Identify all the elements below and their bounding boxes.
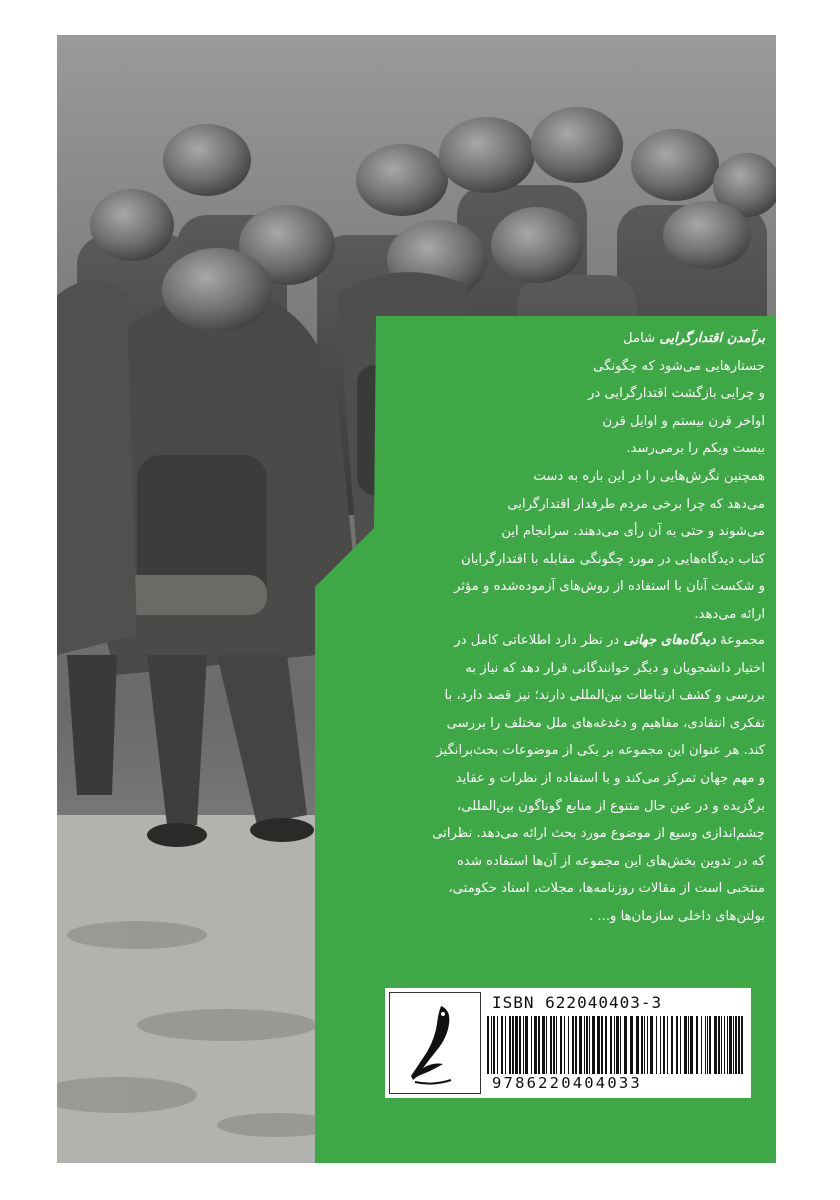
barcode-bar [690,1016,693,1074]
barcode-bar [714,1016,717,1074]
barcode-bar [515,1016,518,1074]
barcode-bar [724,1016,725,1074]
barcode-bar [542,1016,545,1074]
isbn-number: ISBN 622040403-3 [492,993,663,1012]
barcode-bar [493,1016,495,1074]
barcode-bar [709,1016,711,1074]
barcode-bar [684,1016,687,1074]
raven-logo-icon [393,998,473,1088]
barcode-bar [560,1016,562,1074]
text-line: که در تدوین بخش‌های این مجموعه از آن‌ها استفاده شده [456,853,765,869]
back-cover [57,35,776,1163]
text-line: اواخر قرن بیستم و اوایل قرن [602,413,765,429]
text-line: می‌دهد که چرا برخی مردم طرفدار اقتدارگرایی [507,496,765,512]
barcode-bar [729,1016,732,1074]
barcode-bar [660,1016,661,1074]
barcode-bar [534,1016,537,1074]
barcode-bar [568,1016,569,1074]
text-line: همچنین نگرش‌هایی را در این باره به دست [533,468,765,484]
text-line: کتاب دیدگاه‌هایی در مورد چگونگی مقابله با اقتدارگرایان [461,551,765,567]
barcode-bar [592,1016,595,1074]
barcode-bar [610,1016,612,1074]
barcode-bar [601,1016,603,1074]
text-line: می‌شوند و حتی به آن رأی می‌دهند. سرانجام این [501,524,765,540]
barcode-bar [605,1016,607,1074]
barcode-digits: 9786220404033 [492,1074,642,1092]
barcode-bar [579,1016,582,1074]
text-line: جستارهایی می‌شود که چگونگی [593,358,765,374]
text-line: بررسی و کشف ارتباطات بین‌المللی دارند؛ نیز قصد دارد، با [444,688,765,704]
barcode-bar [735,1016,737,1074]
barcode-bar [531,1016,532,1074]
barcode-bar [671,1016,673,1074]
barcode-bar [738,1016,740,1074]
description-paragraph-2 [327,627,765,931]
barcode-bar [525,1016,528,1074]
text-line: برآمدن اقتدارگرایی شامل [623,331,765,346]
barcode-bar [696,1016,698,1074]
barcode-bar [501,1016,503,1074]
series-title-emphasis: دیدگاه‌های جهانی [623,633,716,648]
barcode-bar [523,1016,524,1074]
text-line: کند. هر عنوان این مجموعه بر یکی از موضوعات بحث‌برانگیز [436,743,765,759]
barcode-bar [733,1016,734,1074]
barcode-bar [575,1016,577,1074]
text-line: برگزیده و در عین حال متنوع از منابع گوناگون بین‌المللی، [457,798,765,814]
book-title-emphasis: برآمدن اقتدارگرایی [659,331,765,346]
barcode-bar [497,1016,498,1074]
barcode-bar [550,1016,552,1074]
barcode-bar [705,1016,706,1074]
barcode-bar [584,1016,585,1074]
text-line: اختیار دانشجویان و دیگر خوانندگانی قرار دهد که نیاز به [465,660,765,676]
barcode-bar [624,1016,627,1074]
barcode [487,1016,745,1074]
barcode-bar [620,1016,621,1074]
barcode-bar [597,1016,600,1074]
barcode-bar [707,1016,708,1074]
barcode-bar [727,1016,728,1074]
barcode-bar [564,1016,565,1074]
barcode-bar [701,1016,702,1074]
text-line: و چرایی بازگشت اقتدارگرایی در [588,386,765,402]
text-line: ارائه می‌دهد. [694,606,765,622]
text-line: بیست ویکم را برمی‌رسد. [626,441,765,457]
text-line: تفکری انتقادی، مفاهیم و دغدغه‌های ملل مختلف را بررسی [446,715,765,731]
barcode-bar [519,1016,521,1074]
barcode-bar [647,1016,648,1074]
text-line: چشم‌اندازی وسیع از موضوع مورد بحث ارائه می‌دهد. نظراتی [432,826,765,842]
barcode-bar [616,1016,619,1074]
isbn-barcode-box [385,988,751,1098]
barcode-bar [553,1016,555,1074]
barcode-bar [721,1016,722,1074]
barcode-bar [630,1016,633,1074]
barcode-bar [509,1016,511,1074]
barcode-bar [741,1016,743,1074]
barcode-bar [572,1016,574,1074]
text-line: مجموعهٔ دیدگاه‌های جهانی در نظر دارد اطلاعاتی کامل در [454,633,765,648]
barcode-bar [718,1016,720,1074]
text-line: منتخبی است از مقالات روزنامه‌ها، مجلات، اسناد حکومتی، [448,881,765,897]
barcode-bar [538,1016,540,1074]
barcode-bar [641,1016,643,1074]
barcode-bar [512,1016,514,1074]
barcode-bar [644,1016,645,1074]
barcode-bar [680,1016,681,1074]
barcode-bar [667,1016,668,1074]
barcode-bar [676,1016,678,1074]
barcode-bar [546,1016,547,1074]
barcode-bar [505,1016,506,1074]
description-paragraph-1 [337,325,765,629]
barcode-bar [656,1016,657,1074]
barcode-bar [688,1016,689,1074]
barcode-bar [650,1016,653,1074]
barcode-bar [556,1016,557,1074]
barcode-bar [663,1016,665,1074]
barcode-bar [589,1016,590,1074]
barcode-bar [491,1016,492,1074]
text-line: و مهم جهان تمرکز می‌کند و با استفاده از نظرات و عقاید [455,770,765,786]
barcode-bar [586,1016,588,1074]
text-line: بولتن‌های داخلی سازمان‌ها و... . [589,908,765,924]
barcode-bar [614,1016,615,1074]
text-line: و شکست آنان با استفاده از روش‌های آزموده‌شده و مؤثر [454,579,765,595]
barcode-bar [636,1016,639,1074]
barcode-bar [487,1016,489,1074]
